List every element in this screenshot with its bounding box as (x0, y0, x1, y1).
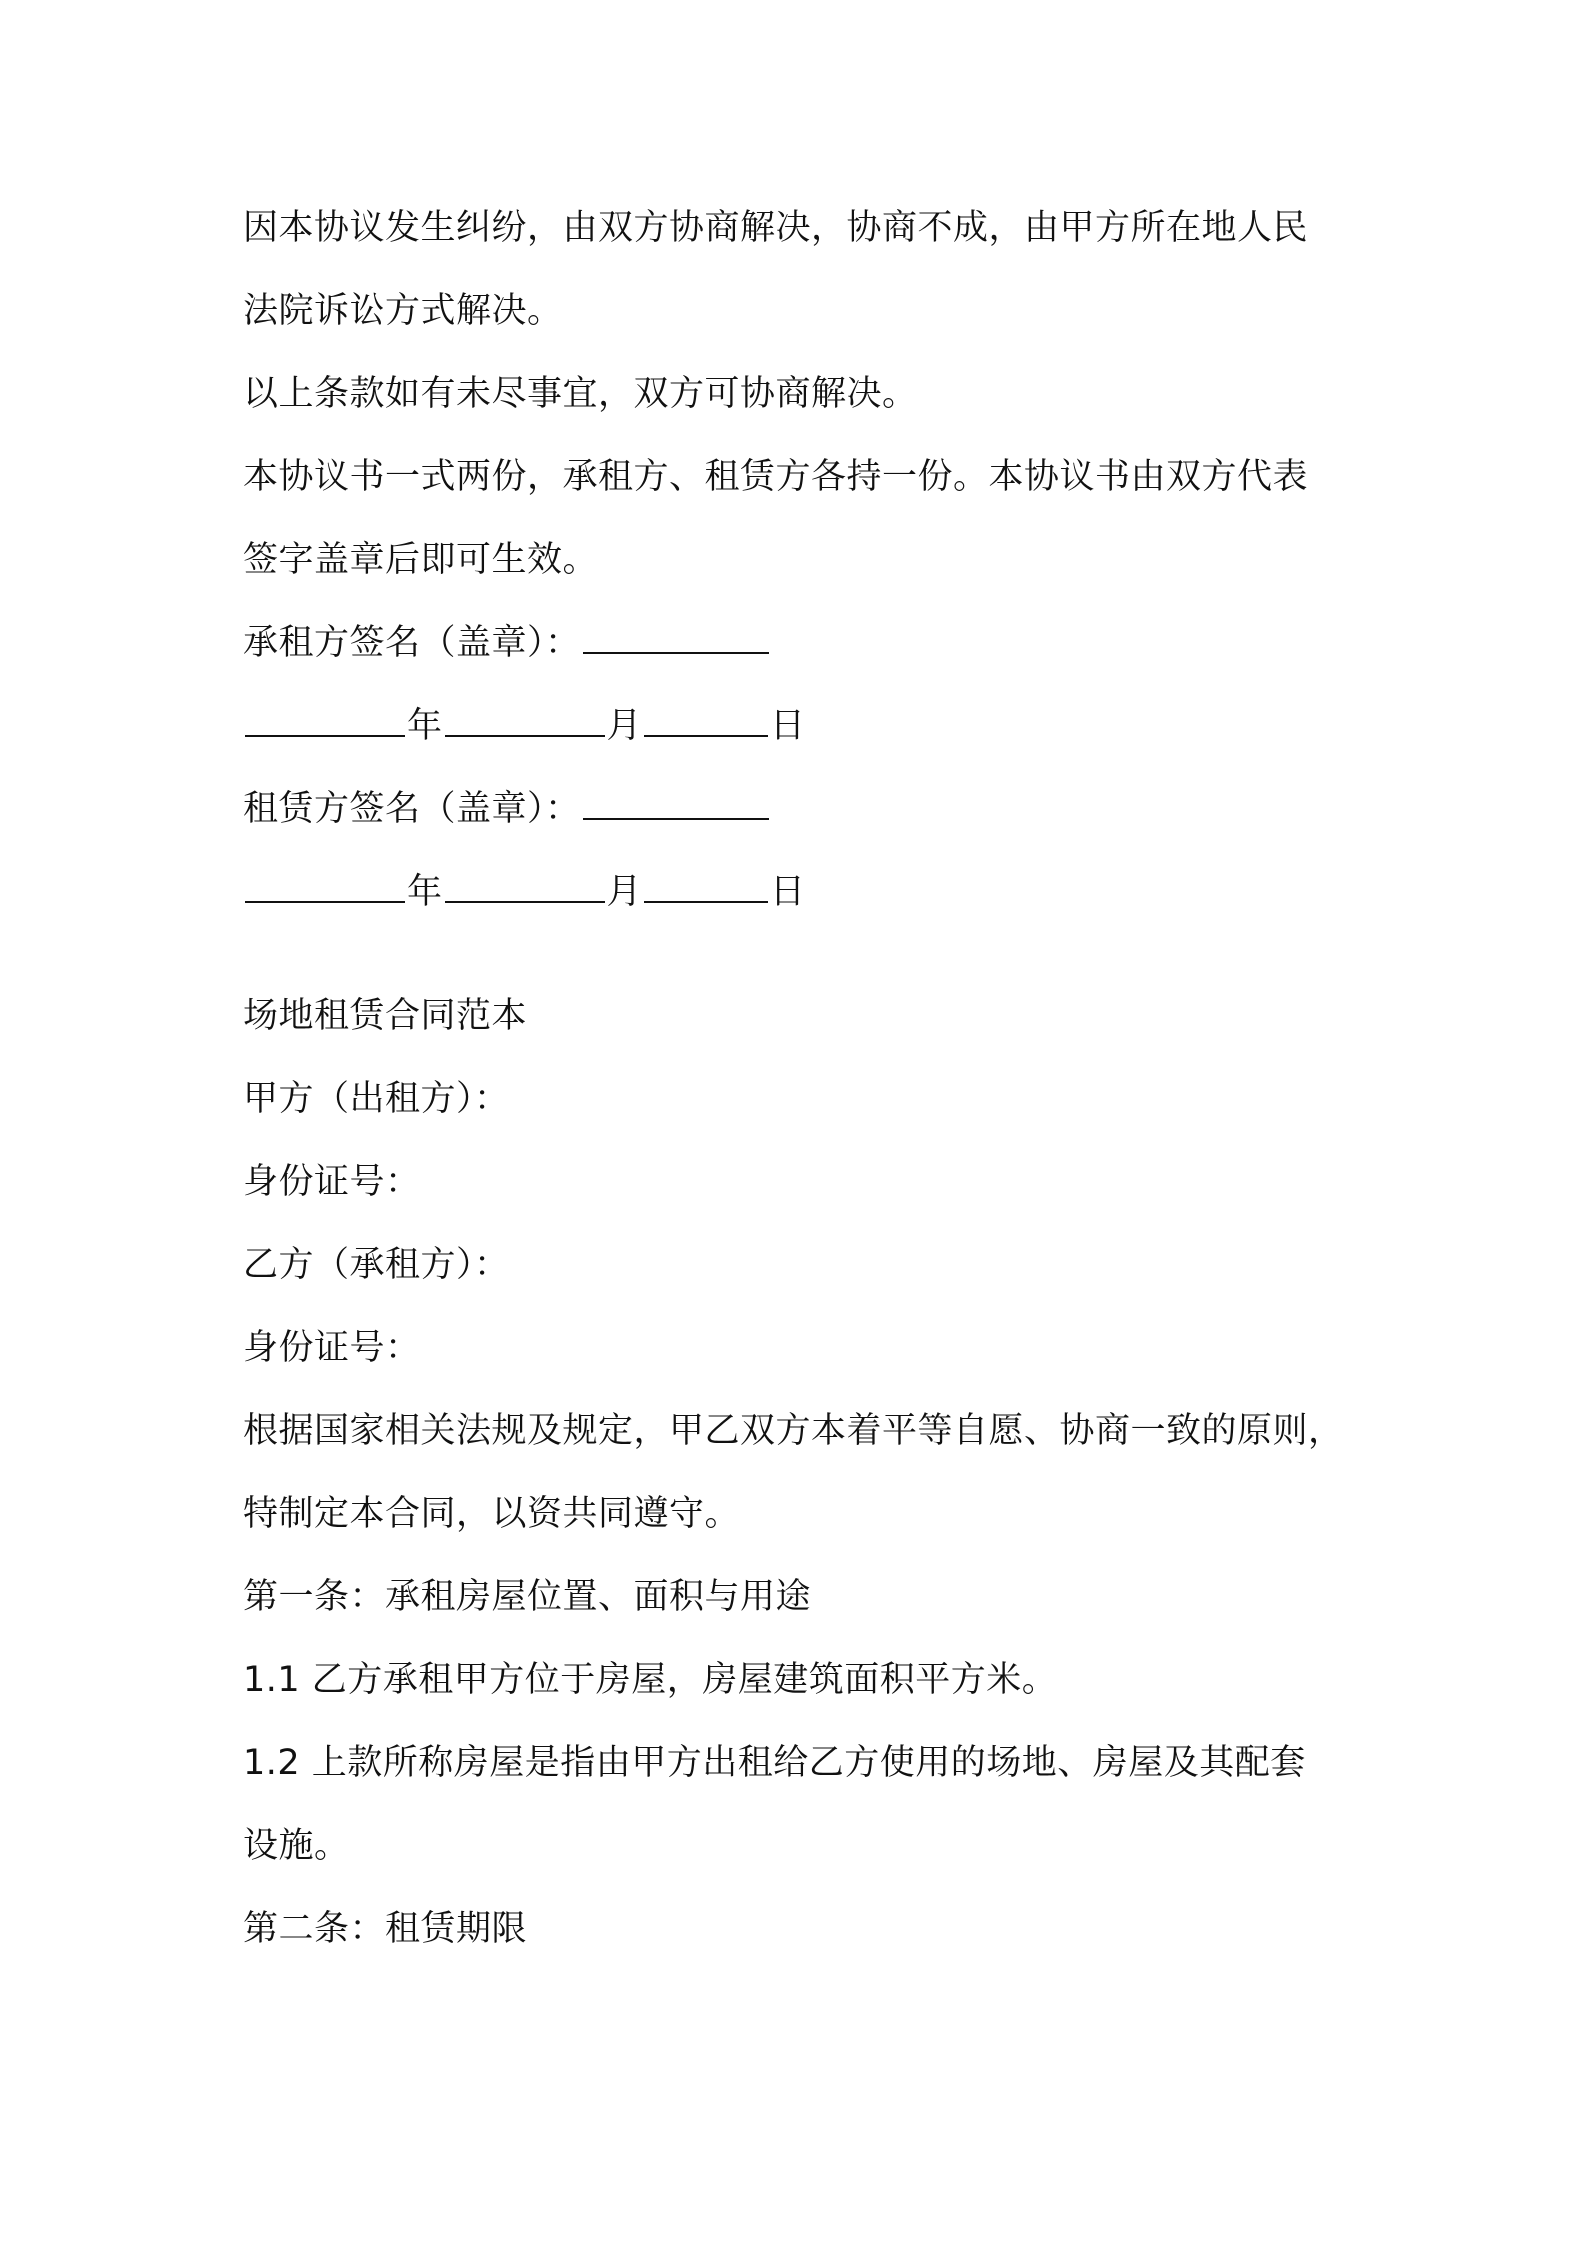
lessor-year-label: 年 (407, 872, 443, 912)
supplement-clause: 以上条款如有未尽事宜，双方可协商解决。 (243, 374, 918, 414)
clause-1-1: 1.1 乙方承租甲方位于房屋，房屋建筑面积平方米。 (243, 1660, 1058, 1700)
article-2-title: 第二条：租赁期限 (243, 1909, 528, 1949)
lessor-signature-label: 租赁方签名（盖章）： (243, 789, 581, 829)
lessor-month-label: 月 (606, 872, 643, 912)
lessor-signature-blank (583, 788, 769, 820)
lessee-month-label: 月 (606, 706, 643, 746)
lessee-day-label: 日 (770, 706, 806, 746)
dispute-clause-line-1: 因本协议发生纠纷，由双方协商解决，协商不成，由甲方所在地人民 (243, 208, 1309, 248)
contract-title: 场地租赁合同范本 (243, 996, 528, 1036)
preamble-line-1: 根据国家相关法规及规定，甲乙双方本着平等自愿、协商一致的原则， (243, 1411, 1344, 1451)
lessor-signature-row (243, 787, 1363, 831)
article-1-title: 第一条：承租房屋位置、面积与用途 (243, 1577, 812, 1617)
party-a-line: 甲方（出租方）： (243, 1079, 510, 1119)
copies-clause-line-1: 本协议书一式两份，承租方、租赁方各持一份。本协议书由双方代表 (243, 457, 1309, 497)
lessor-month-blank (445, 871, 605, 903)
party-b-line: 乙方（承租方）： (243, 1245, 510, 1285)
clause-1-2-line-1: 1.2 上款所称房屋是指由甲方出租给乙方使用的场地、房屋及其配套 (243, 1743, 1306, 1783)
lessee-year-blank (245, 705, 405, 737)
preamble-line-2: 特制定本合同，以资共同遵守。 (243, 1494, 741, 1534)
lessee-signature-label: 承租方签名（盖章）： (243, 623, 581, 663)
lessor-date-row (243, 870, 1363, 914)
clause-1-2-line-2: 设施。 (243, 1826, 350, 1866)
lessor-day-label: 日 (770, 872, 806, 912)
party-a-id-line: 身份证号： (243, 1162, 421, 1202)
lessee-signature-blank (583, 622, 769, 654)
lessee-date-row (243, 704, 1363, 748)
lessee-signature-row (243, 621, 1363, 665)
lessor-year-blank (245, 871, 405, 903)
lessor-day-blank (644, 871, 768, 903)
lessee-year-label: 年 (407, 706, 443, 746)
dispute-clause-line-2: 法院诉讼方式解决。 (243, 291, 563, 331)
party-b-id-line: 身份证号： (243, 1328, 421, 1368)
copies-clause-line-2: 签字盖章后即可生效。 (243, 540, 599, 580)
lessee-day-blank (644, 705, 768, 737)
lessee-month-blank (445, 705, 605, 737)
